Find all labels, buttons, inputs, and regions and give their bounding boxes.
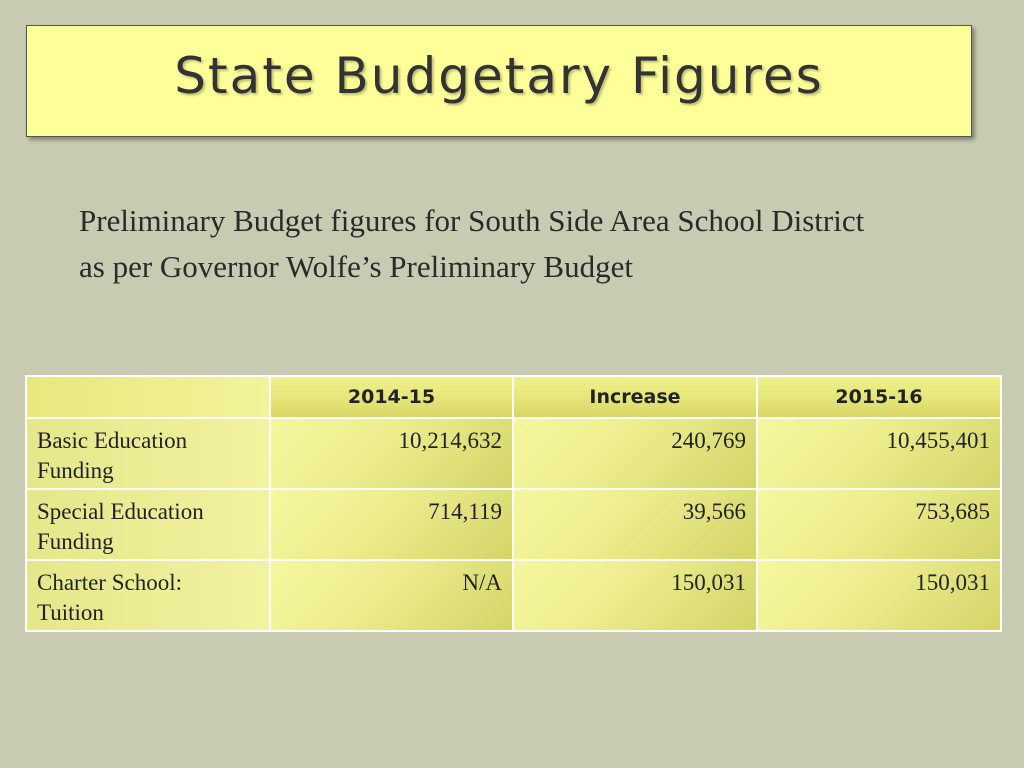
table-row	[26, 418, 1001, 489]
cell-increase: 240,769	[513, 418, 757, 489]
header-blank-cell	[26, 376, 270, 418]
cell-2015-16: 10,455,401	[757, 418, 1001, 489]
subtitle-line-1: Preliminary Budget figures for South Side Area School District	[79, 203, 865, 238]
table-row	[26, 560, 1001, 631]
subtitle	[79, 198, 979, 290]
row-label	[26, 418, 270, 489]
header-increase: Increase	[513, 376, 757, 418]
cell-2014-15: N/A	[270, 560, 513, 631]
row-label-line-1: Charter School:	[37, 570, 182, 595]
table-row	[26, 489, 1001, 560]
cell-increase: 150,031	[513, 560, 757, 631]
row-label-line-2: Tuition	[37, 600, 104, 625]
table-header-row	[26, 376, 1001, 418]
cell-2014-15: 714,119	[270, 489, 513, 560]
row-label-line-1: Special Education	[37, 499, 204, 524]
row-label-line-1: Basic Education	[37, 428, 188, 453]
subtitle-line-2: as per Governor Wolfe’s Preliminary Budget	[79, 249, 633, 284]
cell-2015-16: 150,031	[757, 560, 1001, 631]
budget-table	[25, 375, 1002, 632]
header-2015-16: 2015-16	[757, 376, 1001, 418]
row-label	[26, 560, 270, 631]
row-label-line-2: Funding	[37, 529, 114, 554]
cell-increase: 39,566	[513, 489, 757, 560]
page-title: State Budgetary Figures	[174, 47, 824, 105]
header-2014-15: 2014-15	[270, 376, 513, 418]
title-box	[26, 25, 972, 137]
row-label-line-2: Funding	[37, 458, 114, 483]
cell-2014-15: 10,214,632	[270, 418, 513, 489]
cell-2015-16: 753,685	[757, 489, 1001, 560]
row-label	[26, 489, 270, 560]
